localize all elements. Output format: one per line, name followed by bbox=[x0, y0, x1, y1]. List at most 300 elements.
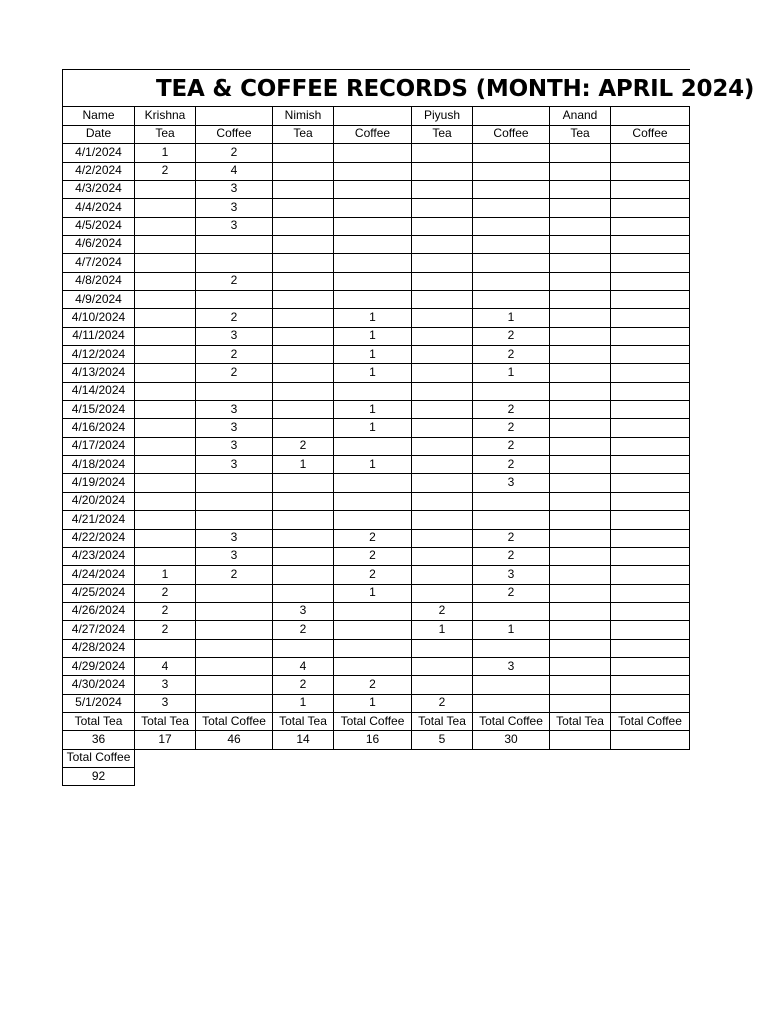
cell-anand-coffee[interactable] bbox=[611, 658, 690, 677]
cell-krishna-tea[interactable]: Tea bbox=[135, 125, 196, 144]
cell-krishna-coffee[interactable]: 3 bbox=[196, 437, 273, 456]
cell-nimish-coffee[interactable] bbox=[334, 254, 412, 273]
cell-krishna-coffee[interactable]: 3 bbox=[196, 401, 273, 420]
cell-piyush-coffee[interactable] bbox=[473, 235, 550, 254]
cell-nimish-coffee[interactable] bbox=[334, 272, 412, 291]
cell-nimish-tea[interactable] bbox=[273, 474, 334, 493]
cell-piyush-tea[interactable] bbox=[412, 401, 473, 420]
cell-anand-coffee[interactable] bbox=[611, 291, 690, 310]
cell-krishna-coffee[interactable]: 2 bbox=[196, 309, 273, 328]
cell-krishna-coffee[interactable]: 3 bbox=[196, 419, 273, 438]
cell-date[interactable]: 4/10/2024 bbox=[62, 309, 135, 328]
cell-piyush-coffee[interactable]: 3 bbox=[473, 474, 550, 493]
cell-anand-coffee[interactable] bbox=[611, 639, 690, 658]
cell-krishna-coffee[interactable]: 46 bbox=[196, 731, 273, 750]
cell-nimish-tea[interactable]: 4 bbox=[273, 658, 334, 677]
cell-date[interactable]: 4/21/2024 bbox=[62, 511, 135, 530]
cell-krishna-tea[interactable] bbox=[135, 511, 196, 530]
cell-piyush-coffee[interactable]: 2 bbox=[473, 529, 550, 548]
cell-anand-coffee[interactable] bbox=[611, 180, 690, 199]
cell-nimish-coffee[interactable] bbox=[334, 474, 412, 493]
cell-anand-coffee[interactable] bbox=[611, 602, 690, 621]
cell-piyush-tea[interactable]: 2 bbox=[412, 694, 473, 713]
cell-date[interactable]: Total Tea bbox=[62, 713, 135, 732]
cell-nimish-coffee[interactable] bbox=[334, 235, 412, 254]
cell-anand-coffee[interactable] bbox=[611, 346, 690, 365]
cell-nimish-coffee[interactable]: 2 bbox=[334, 547, 412, 566]
cell-anand-coffee[interactable] bbox=[611, 584, 690, 603]
cell-krishna-coffee[interactable] bbox=[196, 382, 273, 401]
cell-piyush-tea[interactable] bbox=[412, 511, 473, 530]
cell-piyush-coffee[interactable]: 3 bbox=[473, 566, 550, 585]
cell-piyush-tea[interactable] bbox=[412, 272, 473, 291]
cell-krishna-tea[interactable] bbox=[135, 382, 196, 401]
cell-date[interactable]: 4/23/2024 bbox=[62, 547, 135, 566]
cell-nimish-tea[interactable] bbox=[273, 309, 334, 328]
cell-anand-tea[interactable] bbox=[550, 658, 611, 677]
cell-nimish-coffee[interactable] bbox=[334, 639, 412, 658]
cell-anand-tea[interactable]: Total Tea bbox=[550, 713, 611, 732]
cell-nimish-coffee[interactable] bbox=[334, 602, 412, 621]
cell-nimish-tea[interactable]: 2 bbox=[273, 621, 334, 640]
cell-anand-coffee[interactable] bbox=[611, 492, 690, 511]
cell-piyush-tea[interactable]: Tea bbox=[412, 125, 473, 144]
cell-piyush-tea[interactable] bbox=[412, 474, 473, 493]
cell-piyush-coffee[interactable]: 2 bbox=[473, 437, 550, 456]
cell-nimish-coffee[interactable]: Coffee bbox=[334, 125, 412, 144]
cell-krishna-coffee[interactable] bbox=[196, 602, 273, 621]
cell-piyush-tea[interactable] bbox=[412, 547, 473, 566]
cell-anand-tea[interactable] bbox=[550, 566, 611, 585]
cell-piyush-tea[interactable] bbox=[412, 529, 473, 548]
cell-nimish-tea[interactable]: 1 bbox=[273, 456, 334, 475]
cell-nimish-tea[interactable]: Tea bbox=[273, 125, 334, 144]
cell-date[interactable]: 4/28/2024 bbox=[62, 639, 135, 658]
cell-anand-coffee[interactable] bbox=[611, 437, 690, 456]
cell-nimish-coffee[interactable]: 1 bbox=[334, 364, 412, 383]
cell-krishna-tea[interactable] bbox=[135, 364, 196, 383]
cell-piyush-tea[interactable] bbox=[412, 456, 473, 475]
cell-date[interactable]: 4/26/2024 bbox=[62, 602, 135, 621]
cell-piyush-coffee[interactable]: 30 bbox=[473, 731, 550, 750]
cell-date[interactable]: Date bbox=[62, 125, 135, 144]
cell-date[interactable]: 4/29/2024 bbox=[62, 658, 135, 677]
cell-date[interactable]: 4/24/2024 bbox=[62, 566, 135, 585]
cell-date[interactable]: 5/1/2024 bbox=[62, 694, 135, 713]
cell-date[interactable]: 4/20/2024 bbox=[62, 492, 135, 511]
cell-nimish-tea[interactable] bbox=[273, 144, 334, 163]
cell-piyush-tea[interactable] bbox=[412, 199, 473, 218]
cell-date[interactable]: 4/8/2024 bbox=[62, 272, 135, 291]
cell-date[interactable]: 4/16/2024 bbox=[62, 419, 135, 438]
cell-nimish-tea[interactable] bbox=[273, 529, 334, 548]
cell-piyush-tea[interactable] bbox=[412, 419, 473, 438]
cell-anand-coffee[interactable] bbox=[611, 474, 690, 493]
cell-anand-tea[interactable] bbox=[550, 529, 611, 548]
cell-krishna-tea[interactable]: Total Tea bbox=[135, 713, 196, 732]
cell-anand-tea[interactable] bbox=[550, 602, 611, 621]
cell-anand-tea[interactable] bbox=[550, 254, 611, 273]
cell-piyush-coffee[interactable]: 2 bbox=[473, 419, 550, 438]
cell-anand-tea[interactable] bbox=[550, 364, 611, 383]
cell-nimish-tea[interactable] bbox=[273, 199, 334, 218]
cell-anand-tea[interactable] bbox=[550, 584, 611, 603]
cell-anand-tea[interactable]: Anand bbox=[550, 107, 611, 126]
cell-date[interactable]: 4/22/2024 bbox=[62, 529, 135, 548]
cell-piyush-tea[interactable] bbox=[412, 437, 473, 456]
cell-piyush-tea[interactable] bbox=[412, 162, 473, 181]
cell-nimish-tea[interactable] bbox=[273, 291, 334, 310]
cell-date[interactable]: 4/9/2024 bbox=[62, 291, 135, 310]
cell-anand-coffee[interactable] bbox=[611, 547, 690, 566]
cell-nimish-tea[interactable] bbox=[273, 346, 334, 365]
cell-nimish-coffee[interactable] bbox=[334, 162, 412, 181]
cell-date[interactable]: 4/14/2024 bbox=[62, 382, 135, 401]
cell-anand-coffee[interactable] bbox=[611, 382, 690, 401]
cell-nimish-tea[interactable]: 2 bbox=[273, 676, 334, 695]
cell-nimish-tea[interactable]: Nimish bbox=[273, 107, 334, 126]
cell-date[interactable]: 4/13/2024 bbox=[62, 364, 135, 383]
cell-krishna-coffee[interactable] bbox=[196, 639, 273, 658]
cell-nimish-coffee[interactable]: 1 bbox=[334, 309, 412, 328]
cell-nimish-tea[interactable] bbox=[273, 639, 334, 658]
cell-krishna-tea[interactable] bbox=[135, 547, 196, 566]
cell-piyush-coffee[interactable] bbox=[473, 254, 550, 273]
cell-nimish-tea[interactable] bbox=[273, 401, 334, 420]
cell-date[interactable]: 4/7/2024 bbox=[62, 254, 135, 273]
cell-date[interactable]: 4/11/2024 bbox=[62, 327, 135, 346]
cell-krishna-tea[interactable] bbox=[135, 346, 196, 365]
cell-piyush-tea[interactable] bbox=[412, 235, 473, 254]
cell-date[interactable]: 4/2/2024 bbox=[62, 162, 135, 181]
cell-krishna-tea[interactable]: 2 bbox=[135, 584, 196, 603]
cell-krishna-tea[interactable] bbox=[135, 254, 196, 273]
cell-nimish-tea[interactable] bbox=[273, 547, 334, 566]
cell-nimish-coffee[interactable]: 1 bbox=[334, 584, 412, 603]
cell-piyush-coffee[interactable] bbox=[473, 272, 550, 291]
cell-krishna-tea[interactable]: 3 bbox=[135, 694, 196, 713]
cell-anand-coffee[interactable]: Total Coffee bbox=[611, 713, 690, 732]
cell-piyush-coffee[interactable] bbox=[473, 676, 550, 695]
cell-krishna-coffee[interactable]: 3 bbox=[196, 547, 273, 566]
cell-date[interactable]: 4/15/2024 bbox=[62, 401, 135, 420]
cell-anand-coffee[interactable] bbox=[611, 199, 690, 218]
cell-date[interactable]: 4/6/2024 bbox=[62, 235, 135, 254]
cell-anand-tea[interactable] bbox=[550, 639, 611, 658]
cell-piyush-tea[interactable] bbox=[412, 676, 473, 695]
cell-piyush-tea[interactable] bbox=[412, 180, 473, 199]
cell-krishna-coffee[interactable]: 2 bbox=[196, 272, 273, 291]
cell-nimish-tea[interactable] bbox=[273, 327, 334, 346]
cell-krishna-coffee[interactable]: 4 bbox=[196, 162, 273, 181]
cell-piyush-tea[interactable] bbox=[412, 566, 473, 585]
cell-krishna-coffee[interactable] bbox=[196, 492, 273, 511]
cell-krishna-tea[interactable] bbox=[135, 639, 196, 658]
cell-krishna-coffee[interactable] bbox=[196, 474, 273, 493]
cell-anand-coffee[interactable] bbox=[611, 364, 690, 383]
cell-piyush-coffee[interactable] bbox=[473, 291, 550, 310]
cell-piyush-tea[interactable]: 2 bbox=[412, 602, 473, 621]
cell-anand-tea[interactable] bbox=[550, 547, 611, 566]
cell-date[interactable]: 4/19/2024 bbox=[62, 474, 135, 493]
cell-krishna-coffee[interactable]: 3 bbox=[196, 327, 273, 346]
cell-nimish-tea[interactable] bbox=[273, 584, 334, 603]
cell-anand-tea[interactable] bbox=[550, 199, 611, 218]
cell-krishna-tea[interactable] bbox=[135, 474, 196, 493]
cell-krishna-coffee[interactable]: 3 bbox=[196, 180, 273, 199]
cell-anand-tea[interactable]: Tea bbox=[550, 125, 611, 144]
cell-anand-tea[interactable] bbox=[550, 694, 611, 713]
cell-piyush-coffee[interactable] bbox=[473, 199, 550, 218]
cell-krishna-coffee[interactable]: 2 bbox=[196, 364, 273, 383]
cell-piyush-coffee[interactable]: 2 bbox=[473, 401, 550, 420]
cell-krishna-tea[interactable] bbox=[135, 180, 196, 199]
cell-krishna-coffee[interactable]: 3 bbox=[196, 529, 273, 548]
cell-anand-coffee[interactable] bbox=[611, 107, 690, 126]
cell-anand-coffee[interactable] bbox=[611, 254, 690, 273]
cell-piyush-coffee[interactable]: Coffee bbox=[473, 125, 550, 144]
cell-nimish-coffee[interactable] bbox=[334, 621, 412, 640]
cell-piyush-coffee[interactable]: 1 bbox=[473, 309, 550, 328]
cell-krishna-coffee[interactable]: 3 bbox=[196, 456, 273, 475]
cell-piyush-tea[interactable] bbox=[412, 327, 473, 346]
cell-piyush-coffee[interactable] bbox=[473, 602, 550, 621]
cell-krishna-coffee[interactable]: 2 bbox=[196, 346, 273, 365]
cell-piyush-coffee[interactable] bbox=[473, 492, 550, 511]
cell-krishna-tea[interactable] bbox=[135, 419, 196, 438]
cell-anand-coffee[interactable] bbox=[611, 162, 690, 181]
cell-krishna-tea[interactable] bbox=[135, 327, 196, 346]
cell-nimish-tea[interactable] bbox=[273, 162, 334, 181]
cell-krishna-coffee[interactable] bbox=[196, 676, 273, 695]
cell-nimish-coffee[interactable] bbox=[334, 107, 412, 126]
cell-piyush-coffee[interactable]: 2 bbox=[473, 547, 550, 566]
cell-piyush-coffee[interactable]: 1 bbox=[473, 621, 550, 640]
cell-krishna-tea[interactable]: 1 bbox=[135, 566, 196, 585]
cell-krishna-tea[interactable] bbox=[135, 217, 196, 236]
cell-anand-coffee[interactable] bbox=[611, 217, 690, 236]
cell-nimish-tea[interactable] bbox=[273, 254, 334, 273]
cell-nimish-coffee[interactable]: 1 bbox=[334, 694, 412, 713]
title-cell[interactable] bbox=[62, 69, 755, 107]
cell-nimish-coffee[interactable] bbox=[334, 144, 412, 163]
cell-piyush-coffee[interactable]: 2 bbox=[473, 584, 550, 603]
cell-anand-tea[interactable] bbox=[550, 492, 611, 511]
cell-krishna-coffee[interactable] bbox=[196, 235, 273, 254]
cell-piyush-coffee[interactable] bbox=[473, 639, 550, 658]
cell-nimish-coffee[interactable] bbox=[334, 492, 412, 511]
cell-anand-coffee[interactable] bbox=[611, 309, 690, 328]
cell-piyush-tea[interactable]: Piyush bbox=[412, 107, 473, 126]
cell-piyush-coffee[interactable] bbox=[473, 107, 550, 126]
cell-nimish-tea[interactable]: 1 bbox=[273, 694, 334, 713]
cell-krishna-coffee[interactable] bbox=[196, 584, 273, 603]
cell-krishna-coffee[interactable]: 2 bbox=[196, 566, 273, 585]
cell-krishna-coffee[interactable] bbox=[196, 694, 273, 713]
cell-nimish-coffee[interactable] bbox=[334, 437, 412, 456]
cell-krishna-coffee[interactable] bbox=[196, 254, 273, 273]
cell-anand-tea[interactable] bbox=[550, 621, 611, 640]
cell-nimish-coffee[interactable]: 1 bbox=[334, 419, 412, 438]
cell-krishna-tea[interactable] bbox=[135, 199, 196, 218]
cell-piyush-tea[interactable] bbox=[412, 144, 473, 163]
cell-krishna-tea[interactable] bbox=[135, 272, 196, 291]
cell-piyush-tea[interactable] bbox=[412, 364, 473, 383]
cell-nimish-tea[interactable]: 3 bbox=[273, 602, 334, 621]
cell-anand-tea[interactable] bbox=[550, 474, 611, 493]
cell-anand-coffee[interactable] bbox=[611, 144, 690, 163]
cell-anand-coffee[interactable] bbox=[611, 456, 690, 475]
cell-anand-coffee[interactable] bbox=[611, 327, 690, 346]
cell-anand-tea[interactable] bbox=[550, 437, 611, 456]
cell-anand-tea[interactable] bbox=[550, 309, 611, 328]
cell-anand-tea[interactable] bbox=[550, 401, 611, 420]
cell-krishna-tea[interactable] bbox=[135, 529, 196, 548]
cell-piyush-coffee[interactable] bbox=[473, 382, 550, 401]
cell-piyush-coffee[interactable] bbox=[473, 694, 550, 713]
cell-nimish-coffee[interactable]: 2 bbox=[334, 566, 412, 585]
cell-nimish-coffee[interactable] bbox=[334, 291, 412, 310]
cell-anand-tea[interactable] bbox=[550, 676, 611, 695]
cell-anand-tea[interactable] bbox=[550, 346, 611, 365]
cell-anand-coffee[interactable] bbox=[611, 529, 690, 548]
cell-krishna-tea[interactable]: Krishna bbox=[135, 107, 196, 126]
cell-krishna-tea[interactable]: 17 bbox=[135, 731, 196, 750]
cell-krishna-coffee[interactable] bbox=[196, 658, 273, 677]
cell-anand-coffee[interactable] bbox=[611, 731, 690, 750]
cell-date[interactable]: Name bbox=[62, 107, 135, 126]
cell-piyush-tea[interactable] bbox=[412, 346, 473, 365]
cell-date[interactable]: 4/5/2024 bbox=[62, 217, 135, 236]
cell-anand-coffee[interactable] bbox=[611, 419, 690, 438]
cell-nimish-tea[interactable] bbox=[273, 272, 334, 291]
cell-piyush-tea[interactable] bbox=[412, 584, 473, 603]
cell-nimish-coffee[interactable] bbox=[334, 199, 412, 218]
cell-anand-tea[interactable] bbox=[550, 217, 611, 236]
cell-krishna-tea[interactable] bbox=[135, 235, 196, 254]
cell-anand-tea[interactable] bbox=[550, 162, 611, 181]
cell-krishna-tea[interactable]: 3 bbox=[135, 676, 196, 695]
cell-piyush-coffee[interactable] bbox=[473, 511, 550, 530]
cell-nimish-coffee[interactable]: 2 bbox=[334, 529, 412, 548]
cell-krishna-coffee[interactable]: 3 bbox=[196, 199, 273, 218]
cell-piyush-coffee[interactable] bbox=[473, 180, 550, 199]
cell-date[interactable]: 4/25/2024 bbox=[62, 584, 135, 603]
cell-anand-coffee[interactable] bbox=[611, 272, 690, 291]
cell-nimish-coffee[interactable] bbox=[334, 511, 412, 530]
cell-krishna-coffee[interactable]: Total Coffee bbox=[196, 713, 273, 732]
cell-anand-coffee[interactable] bbox=[611, 511, 690, 530]
cell-nimish-tea[interactable] bbox=[273, 180, 334, 199]
cell-piyush-coffee[interactable] bbox=[473, 162, 550, 181]
cell-piyush-coffee[interactable]: Total Coffee bbox=[473, 713, 550, 732]
cell-krishna-tea[interactable]: 2 bbox=[135, 162, 196, 181]
cell-anand-coffee[interactable] bbox=[611, 621, 690, 640]
cell-date[interactable]: 4/1/2024 bbox=[62, 144, 135, 163]
cell-nimish-tea[interactable] bbox=[273, 566, 334, 585]
cell-krishna-tea[interactable] bbox=[135, 291, 196, 310]
cell-krishna-coffee[interactable] bbox=[196, 621, 273, 640]
cell-anand-tea[interactable] bbox=[550, 327, 611, 346]
cell-anand-tea[interactable] bbox=[550, 144, 611, 163]
cell-anand-tea[interactable] bbox=[550, 180, 611, 199]
cell-date[interactable]: 4/18/2024 bbox=[62, 456, 135, 475]
cell-nimish-tea[interactable] bbox=[273, 235, 334, 254]
cell-anand-tea[interactable] bbox=[550, 272, 611, 291]
cell-nimish-coffee[interactable]: 1 bbox=[334, 327, 412, 346]
cell-krishna-tea[interactable]: 4 bbox=[135, 658, 196, 677]
cell-anand-coffee[interactable]: Coffee bbox=[611, 125, 690, 144]
cell-anand-tea[interactable] bbox=[550, 511, 611, 530]
cell-anand-coffee[interactable] bbox=[611, 694, 690, 713]
cell-nimish-coffee[interactable]: Total Coffee bbox=[334, 713, 412, 732]
cell-krishna-coffee[interactable] bbox=[196, 107, 273, 126]
cell-piyush-tea[interactable] bbox=[412, 309, 473, 328]
cell-piyush-coffee[interactable]: 3 bbox=[473, 658, 550, 677]
cell-piyush-tea[interactable] bbox=[412, 382, 473, 401]
cell-piyush-tea[interactable] bbox=[412, 291, 473, 310]
cell-date[interactable]: 4/4/2024 bbox=[62, 199, 135, 218]
cell-piyush-tea[interactable] bbox=[412, 492, 473, 511]
cell-krishna-coffee[interactable] bbox=[196, 511, 273, 530]
cell-nimish-tea[interactable]: 14 bbox=[273, 731, 334, 750]
cell-date[interactable]: 92 bbox=[62, 768, 135, 787]
cell-nimish-tea[interactable] bbox=[273, 492, 334, 511]
cell-nimish-coffee[interactable]: 1 bbox=[334, 401, 412, 420]
cell-date[interactable]: 36 bbox=[62, 731, 135, 750]
cell-nimish-coffee[interactable] bbox=[334, 382, 412, 401]
cell-date[interactable]: 4/17/2024 bbox=[62, 437, 135, 456]
cell-nimish-tea[interactable]: Total Tea bbox=[273, 713, 334, 732]
cell-anand-coffee[interactable] bbox=[611, 401, 690, 420]
cell-piyush-tea[interactable] bbox=[412, 639, 473, 658]
cell-nimish-tea[interactable] bbox=[273, 419, 334, 438]
cell-krishna-tea[interactable] bbox=[135, 456, 196, 475]
cell-krishna-tea[interactable] bbox=[135, 437, 196, 456]
cell-date[interactable]: Total Coffee bbox=[62, 749, 135, 768]
cell-piyush-coffee[interactable] bbox=[473, 217, 550, 236]
cell-krishna-tea[interactable]: 2 bbox=[135, 621, 196, 640]
cell-nimish-tea[interactable] bbox=[273, 364, 334, 383]
cell-anand-tea[interactable] bbox=[550, 731, 611, 750]
cell-date[interactable]: 4/12/2024 bbox=[62, 346, 135, 365]
cell-anand-coffee[interactable] bbox=[611, 676, 690, 695]
cell-anand-tea[interactable] bbox=[550, 235, 611, 254]
cell-anand-coffee[interactable] bbox=[611, 235, 690, 254]
cell-piyush-tea[interactable] bbox=[412, 217, 473, 236]
cell-krishna-coffee[interactable]: 2 bbox=[196, 144, 273, 163]
cell-date[interactable]: 4/27/2024 bbox=[62, 621, 135, 640]
cell-piyush-tea[interactable]: 1 bbox=[412, 621, 473, 640]
cell-krishna-coffee[interactable]: 3 bbox=[196, 217, 273, 236]
cell-nimish-coffee[interactable] bbox=[334, 217, 412, 236]
cell-nimish-tea[interactable] bbox=[273, 217, 334, 236]
cell-krishna-tea[interactable] bbox=[135, 401, 196, 420]
cell-krishna-coffee[interactable] bbox=[196, 291, 273, 310]
cell-nimish-coffee[interactable]: 1 bbox=[334, 346, 412, 365]
cell-nimish-tea[interactable]: 2 bbox=[273, 437, 334, 456]
cell-anand-tea[interactable] bbox=[550, 291, 611, 310]
cell-nimish-coffee[interactable] bbox=[334, 180, 412, 199]
cell-piyush-tea[interactable] bbox=[412, 254, 473, 273]
cell-krishna-coffee[interactable]: Coffee bbox=[196, 125, 273, 144]
cell-nimish-coffee[interactable] bbox=[334, 658, 412, 677]
cell-piyush-coffee[interactable]: 1 bbox=[473, 364, 550, 383]
cell-piyush-coffee[interactable] bbox=[473, 144, 550, 163]
cell-anand-tea[interactable] bbox=[550, 419, 611, 438]
cell-piyush-coffee[interactable]: 2 bbox=[473, 346, 550, 365]
cell-krishna-tea[interactable]: 1 bbox=[135, 144, 196, 163]
